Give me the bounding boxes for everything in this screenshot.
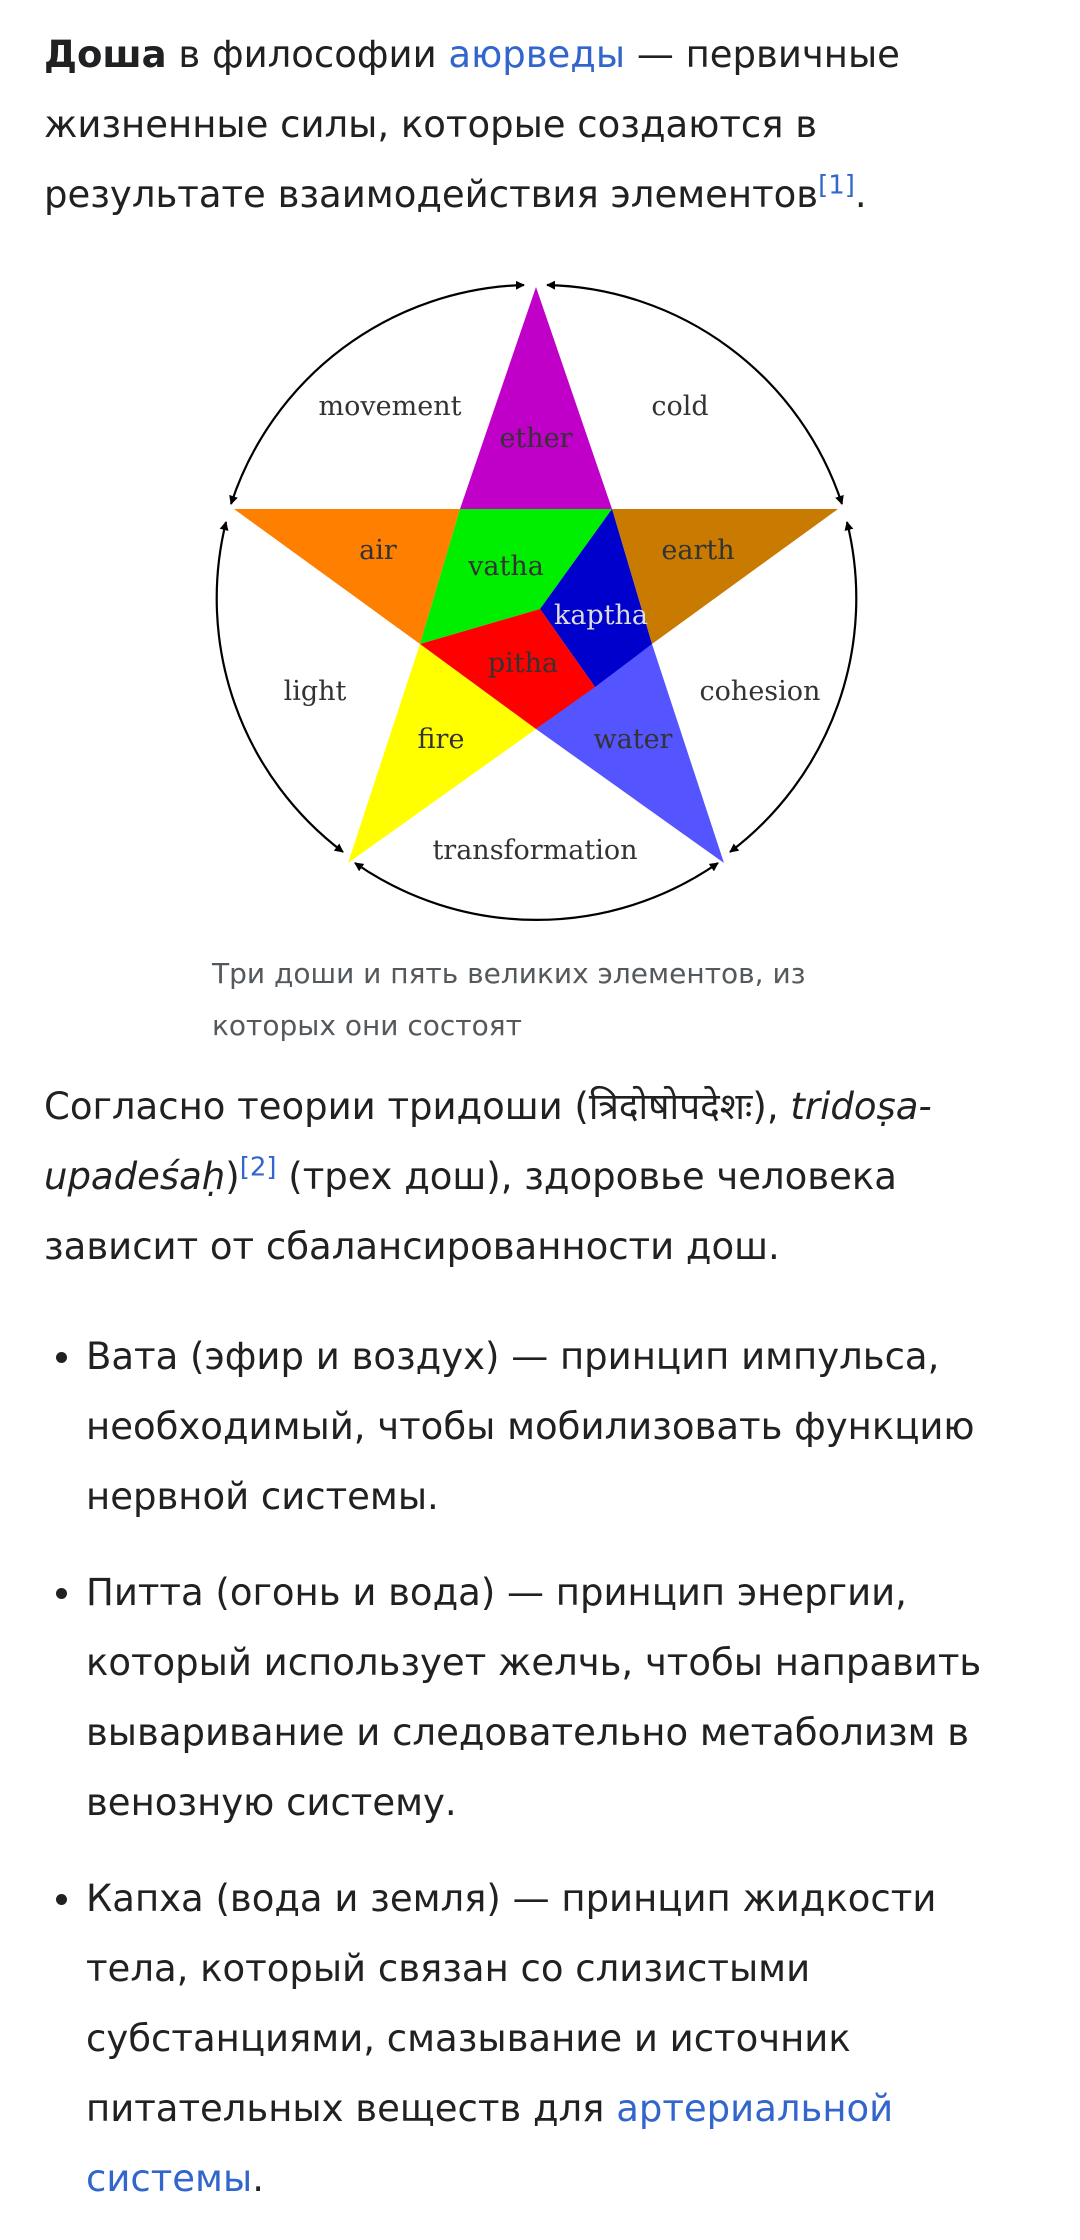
bullet-icon (56, 1894, 67, 1905)
sanskrit-term: त्रिदोषोपदेशः (588, 1085, 753, 1128)
list-item-text: Питта (огонь и вода) — принцип энергии, который использует желчь, чтобы направить вываривание и следовательно метаболизм в венозную систему. (86, 1571, 982, 1824)
intro-text-2: — первичные жизненные силы, которые создаются в результате взаимодействия элементов (44, 33, 900, 216)
label-fire: fire (417, 724, 465, 755)
pentagram-diagram (214, 262, 874, 942)
intro-paragraph (44, 20, 1044, 230)
list-item-vata (40, 1322, 1040, 1532)
ref-1[interactable]: [1] (818, 170, 855, 201)
arc-transformation (355, 863, 718, 920)
theory-text-2: ), (752, 1085, 791, 1128)
list-item-end: . (252, 2157, 264, 2200)
figure-caption: Три доши и пять великих элементов, из которых они состоят (212, 957, 806, 1042)
label-cold: cold (651, 391, 709, 422)
doshas-list (40, 1322, 1040, 2240)
label-air: air (359, 535, 397, 566)
label-ether: ether (499, 423, 573, 454)
term-dosha: Доша (44, 33, 167, 76)
list-item-kapha (40, 1864, 1040, 2214)
link-ayurveda[interactable]: аюрведы (448, 33, 626, 76)
label-cohesion: cohesion (699, 676, 821, 707)
bullet-icon (56, 1352, 67, 1363)
label-earth: earth (661, 535, 735, 566)
theory-text-1: Согласно теории тридоши ( (44, 1085, 589, 1128)
transliteration: tridoṣa-upadeśaḥ (44, 1085, 932, 1198)
label-pitha: pitha (487, 648, 559, 679)
intro-end: . (854, 173, 867, 216)
list-item-text: Вата (эфир и воздух) — принцип импульса, необходимый, чтобы мобилизовать функцию нервной системы. (86, 1335, 975, 1518)
region-ether (460, 287, 612, 509)
bullet-icon (56, 1588, 67, 1599)
label-transformation: transformation (432, 835, 638, 866)
theory-text-3: ) (225, 1155, 240, 1198)
list-item-text: Капха (вода и земля) — принцип жидкости тела, который связан со слизистыми субстанциями, смазывание и источник питательных веществ для (86, 1877, 937, 2130)
label-light: light (283, 676, 347, 707)
label-movement: movement (318, 391, 462, 422)
theory-paragraph (44, 1072, 1044, 1282)
label-kaptha: kaptha (553, 600, 649, 631)
label-water: water (593, 724, 673, 755)
theory-text-4: (трех дош), здоровье человека зависит от сбалансированности дош. (44, 1155, 897, 1268)
intro-text-1: в философии (166, 33, 449, 76)
link-arterial-system[interactable]: артериальной системы (86, 2087, 894, 2200)
list-item-pitta (40, 1558, 1040, 1838)
label-vatha: vatha (468, 551, 544, 582)
ref-2[interactable]: [2] (239, 1152, 277, 1183)
